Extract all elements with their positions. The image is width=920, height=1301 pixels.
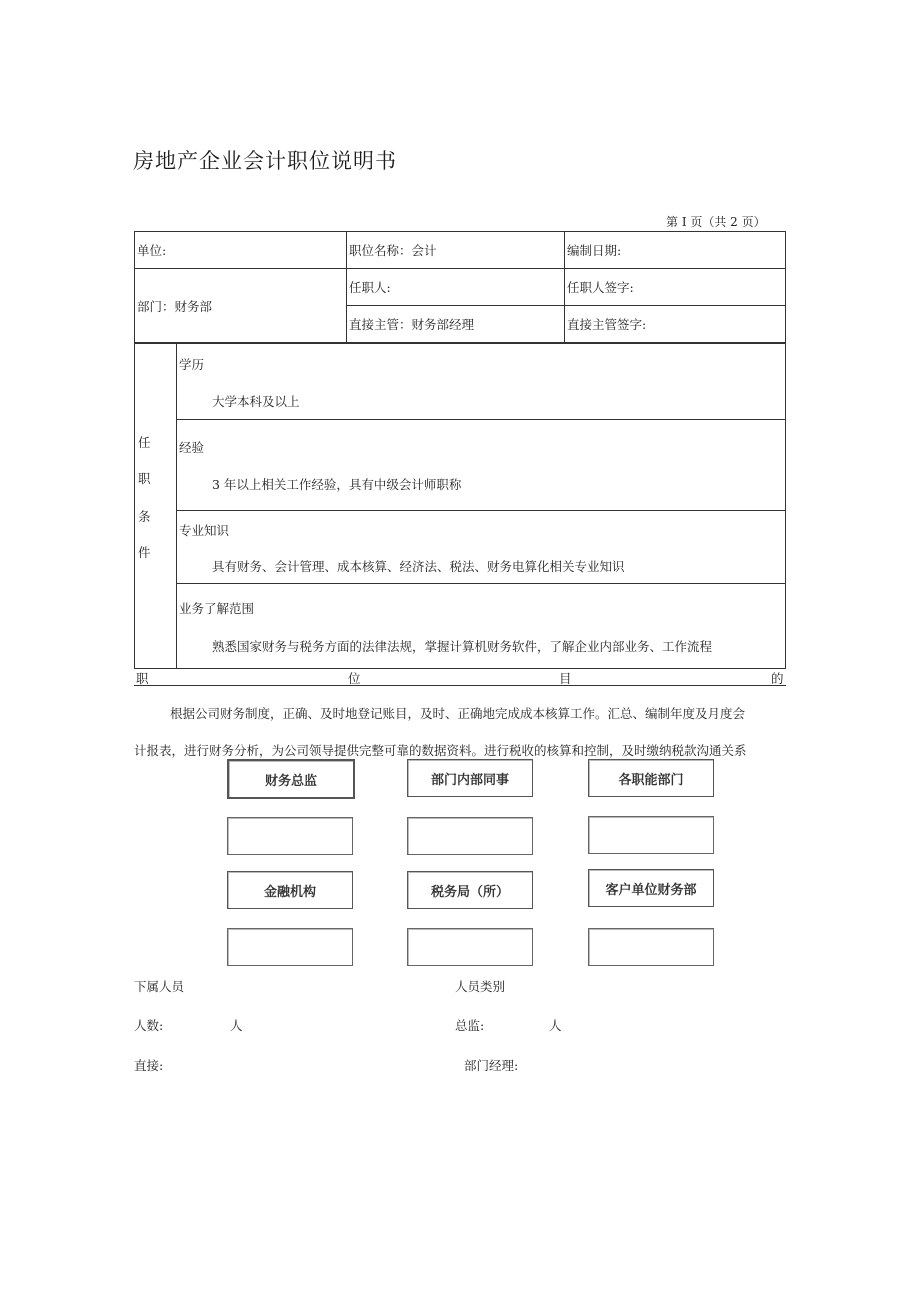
count-unit: 人	[230, 1018, 243, 1033]
director-label: 总监:	[455, 1018, 485, 1033]
section-body: 3 年以上相关工作经验，具有中级会计师职称	[212, 477, 462, 492]
relation-box-tax-bureau: 税务局（所）	[407, 871, 533, 909]
date-cell: 编制日期:	[565, 232, 786, 269]
purpose-char: 目	[559, 671, 572, 686]
section-heading: 经验	[179, 440, 205, 455]
relation-box-dept-colleagues: 部门内部同事	[407, 759, 533, 797]
department-cell: 部门：财务部	[135, 269, 347, 343]
subordinates-label: 下属人员	[134, 979, 185, 994]
purpose-char: 职	[136, 671, 149, 686]
section-heading: 专业知识	[179, 523, 230, 538]
purpose-char: 的	[771, 671, 784, 686]
relation-box-empty	[588, 816, 714, 854]
relation-box-client-finance: 客户单位财务部	[588, 869, 714, 907]
relation-box-finance-director: 财务总监	[227, 759, 355, 799]
purpose-line-1: 根据公司财务制度，正确、及时地登记账目，及时、正确地完成成本核算工作。汇总、编制年度及月度会	[170, 706, 746, 721]
purpose-char: 位	[348, 671, 361, 686]
relation-box-financial-institutions: 金融机构	[227, 871, 353, 909]
incumbent-sign-cell: 任职人签字:	[565, 269, 786, 306]
purpose-heading-row	[134, 669, 786, 686]
purpose-line-2: 计报表，进行财务分析，为公司领导提供完整可靠的数据资料。进行税收的核算和控制，及时缴纳税款沟通关系	[134, 743, 747, 758]
direct-label: 直接:	[134, 1058, 164, 1073]
education-section	[177, 344, 785, 420]
requirements-side-label	[135, 344, 177, 668]
categories-label: 人员类别	[455, 979, 506, 994]
relation-box-empty	[227, 817, 353, 855]
experience-section	[177, 420, 785, 511]
section-body: 熟悉国家财务与税务方面的法律法规，掌握计算机财务软件，了解企业内部业务、工作流程	[212, 639, 713, 654]
relation-box-functional-depts: 各职能部门	[588, 759, 714, 797]
supervisor-cell: 直接主管：财务部经理	[347, 306, 565, 343]
page-title: 房地产企业会计职位说明书	[133, 149, 397, 173]
director-unit: 人	[549, 1018, 562, 1033]
unit-cell: 单位:	[135, 232, 347, 269]
page-indicator: 第 I 页（共 2 页）	[666, 215, 766, 229]
business-scope-section	[177, 584, 785, 668]
relation-box-empty	[227, 928, 353, 966]
section-body: 具有财务、会计管理、成本核算、经济法、税法、财务电算化相关专业知识	[212, 559, 625, 574]
relation-box-empty	[407, 928, 533, 966]
knowledge-section	[177, 511, 785, 584]
count-label: 人数:	[134, 1018, 164, 1033]
header-table	[134, 231, 786, 343]
relation-box-empty	[407, 817, 533, 855]
supervisor-sign-cell: 直接主管签字:	[565, 306, 786, 343]
dept-manager-label: 部门经理:	[464, 1058, 519, 1073]
position-name-cell: 职位名称：会计	[347, 232, 565, 269]
incumbent-cell: 任职人:	[347, 269, 565, 306]
side-char: 职	[138, 471, 151, 486]
side-char: 条	[138, 509, 151, 524]
section-body: 大学本科及以上	[212, 394, 300, 409]
requirements-block	[134, 343, 786, 669]
relation-box-empty	[588, 928, 714, 966]
section-heading: 学历	[179, 357, 205, 372]
side-char: 件	[138, 545, 151, 560]
section-heading: 业务了解范围	[179, 601, 255, 616]
side-char: 任	[138, 435, 151, 450]
